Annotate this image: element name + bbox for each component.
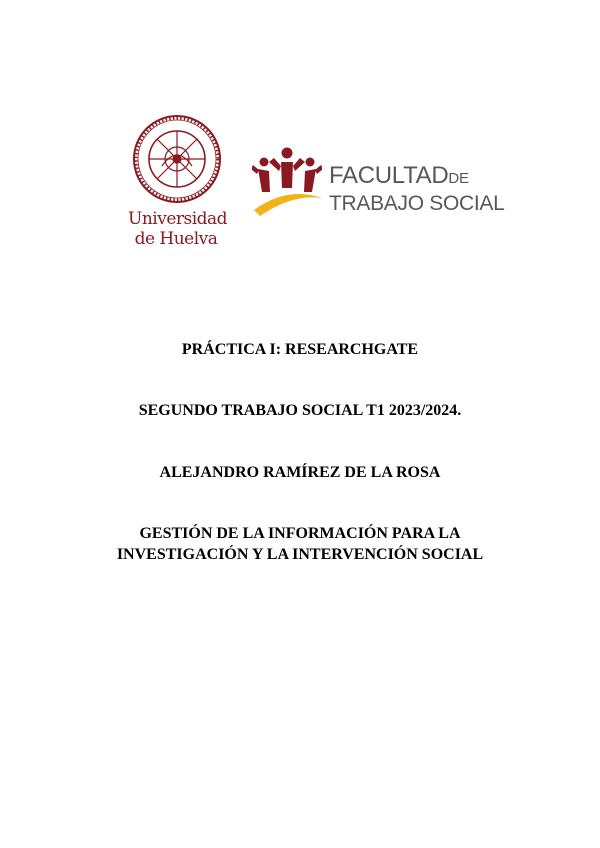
university-name-line2: de Huelva <box>134 229 218 249</box>
university-seal-icon <box>132 114 222 204</box>
practice-title: PRÁCTICA I: RESEARCHGATE <box>181 341 419 358</box>
subject-line-1: GESTIÓN DE LA INFORMACIÓN PARA LA <box>139 525 461 542</box>
faculty-word-de: DE <box>448 170 469 187</box>
subject-line-2: INVESTIGACIÓN Y LA INTERVENCIÓN SOCIAL <box>116 546 484 563</box>
course-line: SEGUNDO TRABAJO SOCIAL T1 2023/2024. <box>138 402 462 419</box>
people-figures-icon <box>252 144 322 220</box>
faculty-name <box>329 163 505 216</box>
faculty-word-facultad: FACULTAD <box>329 162 449 189</box>
universidad-de-huelva-logo <box>128 114 228 254</box>
university-name-line1: Universidad <box>128 209 228 229</box>
author-name: ALEJANDRO RAMÍREZ DE LA ROSA <box>159 464 441 481</box>
faculty-name-line1 <box>329 163 505 192</box>
university-name <box>128 209 228 249</box>
facultad-trabajo-social-logo <box>252 144 505 224</box>
faculty-name-line2: TRABAJO SOCIAL <box>329 192 505 215</box>
